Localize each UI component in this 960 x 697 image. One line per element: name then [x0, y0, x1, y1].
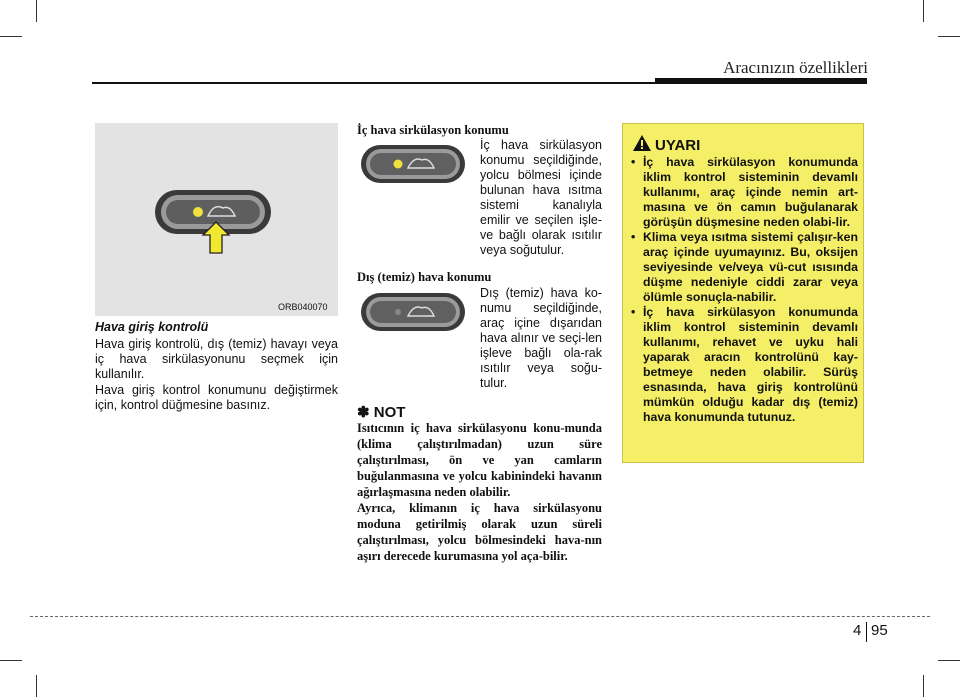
indicator-led-icon [394, 160, 403, 169]
section-title: Aracınızın özellikleri [723, 58, 868, 77]
warning-item: • İç hava sirkülasyon konumunda iklim kontrol sisteminin devamlı kullanımı, araç içinde nemin art-masına ve ön camın buğulanarak görüşün düşmesine neden olabi-lir. [628, 155, 858, 230]
recirculation-description: İç hava sirkülasyon konumu seçildiğinde, yolcu bölmesi içinde bulunan hava ısıtma sistemi kanalıyla emilir ve seçilen işle-ve bağlı olarak ısıtılır veya soğutulur. [480, 138, 602, 257]
crop-mark [923, 675, 924, 697]
indicator-led-off-icon [395, 309, 401, 315]
note-paragraph: Isıtıcının iç hava sirkülasyonu konu-munda (klima çalıştırılmadan) uzun süre çalıştırılması, ön ve yan camların buğulanmasına ve yolcu kabinindeki havanın ağırlaşmasına neden olabilir. [357, 421, 602, 499]
footer-dashed-rule [30, 616, 930, 617]
body-paragraph: Hava giriş kontrol konumunu değiştirmek için, kontrol düğmesine basınız. [95, 383, 338, 412]
body-paragraph: Hava giriş kontrolü, dış (temiz) havayı veya iç hava sirkülasyonunu seçmek için kullanılır. [95, 337, 338, 381]
fresh-air-heading: Dış (temiz) hava konumu [357, 270, 492, 284]
crop-mark [938, 660, 960, 661]
note-paragraph: Ayrıca, klimanın iç hava sirkülasyonu moduna getirilmiş olarak uzun süreli çalıştırılması, yolcu bölmesindeki hava-nın aşırı derecede kurumasına yol aça-bilir. [357, 501, 602, 563]
recirculation-heading: İç hava sirkülasyon konumu [357, 123, 509, 137]
header-rule [92, 82, 867, 84]
page-number-separator [866, 622, 867, 642]
warning-item: • Klima veya ısıtma sistemi çalışır-ken araç içinde uyumayınız. Bu, oksijen seviyesinde ve/veya vü-cut ısısında düşme nedeniyle ciddi zarar veya ölümle sonuçla-nabilir. [628, 230, 858, 305]
crop-mark [36, 0, 37, 22]
warning-list [628, 155, 858, 425]
crop-mark [923, 0, 924, 22]
air-intake-figure [95, 123, 338, 316]
crop-mark [938, 36, 960, 37]
note-body [357, 420, 602, 564]
fresh-air-button-figure [360, 292, 466, 337]
recirculation-button-figure [360, 144, 466, 189]
note-title: ✽ NOT [357, 404, 406, 421]
section-heading: Hava giriş kontrolü [95, 320, 209, 334]
crop-mark [0, 36, 22, 37]
indicator-led-icon [193, 207, 203, 217]
warning-title: UYARI [655, 137, 701, 154]
chapter-number: 4 [853, 622, 862, 639]
air-intake-button-illustration [95, 123, 338, 316]
warning-triangle-icon [632, 134, 652, 157]
header-accent-bar [655, 78, 867, 82]
figure-code: ORB040070 [278, 302, 328, 312]
crop-mark [0, 660, 22, 661]
crop-mark [36, 675, 37, 697]
fresh-air-description: Dış (temiz) hava ko-numu seçildiğinde, araç içine dışarıdan hava alınır ve seçi-len işleve bağlı ola-rak ısıtılır veya soğu-tulur. [480, 286, 602, 390]
page-number: 95 [871, 622, 888, 639]
warning-item: • İç hava sirkülasyon konumunda iklim kontrol sisteminin devamlı kullanımı, rehavet ve uyku hali yaparak aracın kontrolünü kay-betmeye neden olabilir. Sürüş esnasında, hava giriş kontrolünü mümkün olduğu kadar dış (temiz) hava konumunda tutunuz. [628, 305, 858, 425]
